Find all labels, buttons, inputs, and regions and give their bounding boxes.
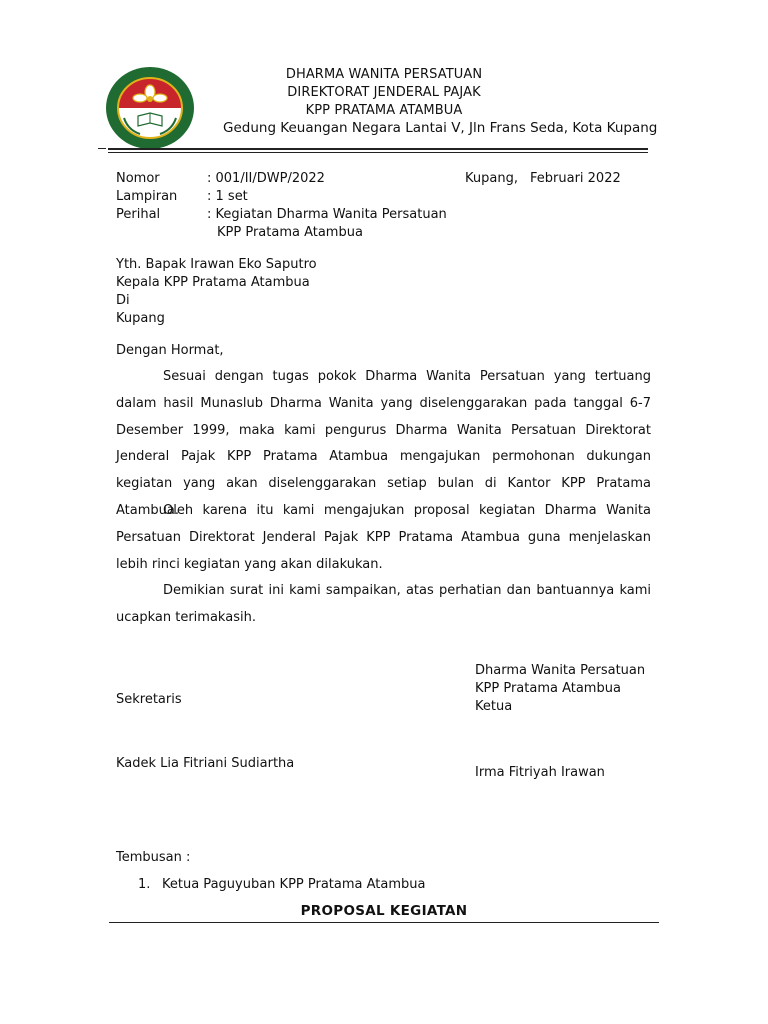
letterhead-org-line2: DIREKTORAT JENDERAL PAJAK — [287, 85, 481, 100]
body-paragraph-1-text: Sesuai dengan tugas pokok Dharma Wanita Persatuan yang tertuang dalam hasil Munaslub Dharma Wanita yang diselenggarakan pada tanggal 6-7 Desember 1999, maka kami pengurus Dharma Wanita Persatuan Direktorat Jenderal Pajak KPP Pratama Atambua mengajukan permohonan dukungan kegiatan yang akan diselenggarakan setiap bulan di Kantor KPP Pratama Atambua. — [116, 369, 651, 518]
recipient-line4: Kupang — [116, 311, 165, 326]
perihal-value-line1: : Kegiatan Dharma Wanita Persatuan — [207, 207, 447, 222]
letterhead-org-line3: KPP PRATAMA ATAMBUA — [305, 103, 463, 118]
perihal-value-line2: KPP Pratama Atambua — [217, 225, 363, 240]
nomor-label: Nomor — [116, 171, 160, 186]
footer-title: PROPOSAL KEGIATAN — [300, 903, 468, 919]
lampiran-value: : 1 set — [207, 189, 248, 204]
nomor-value: : 001/II/DWP/2022 — [207, 171, 325, 186]
signature-right-org-line2: KPP Pratama Atambua — [475, 681, 621, 696]
body-paragraph-3-text: Demikian surat ini kami sampaikan, atas perhatian dan bantuannya kami ucapkan terimakasih. — [116, 583, 651, 625]
signature-right-org-line1: Dharma Wanita Persatuan — [475, 663, 646, 678]
letterhead-org-line1: DHARMA WANITA PERSATUAN — [285, 67, 483, 82]
recipient-line3: Di — [116, 293, 130, 308]
lampiran-label: Lampiran — [116, 189, 178, 204]
letterhead-rule-thick — [108, 148, 648, 150]
body-paragraph-2-text: Oleh karena itu kami mengajukan proposal kegiatan Dharma Wanita Persatuan Direktorat Jenderal Pajak KPP Pratama Atambua guna menjelaskan lebih rinci kegiatan yang akan dilakukan. — [116, 503, 651, 572]
signature-right-role: Ketua — [475, 699, 513, 714]
greeting: Dengan Hormat, — [116, 343, 224, 358]
perihal-label: Perihal — [116, 207, 161, 222]
letterhead-rule-thin — [108, 152, 648, 153]
recipient-line1: Yth. Bapak Irawan Eko Saputro — [116, 257, 317, 272]
letterhead-address: Gedung Keuangan Negara Lantai V, Jln Frans Seda, Kota Kupang — [223, 120, 658, 136]
signature-left-name: Kadek Lia Fitriani Sudiartha — [116, 756, 295, 771]
body-paragraph-3 — [116, 578, 651, 632]
tembusan-item-number: 1. — [138, 877, 151, 892]
tembusan-label: Tembusan : — [116, 850, 191, 865]
tembusan-item-text: Ketua Paguyuban KPP Pratama Atambua — [162, 877, 426, 892]
letterhead-rule-mark — [98, 148, 106, 149]
signature-right-name: Irma Fitriyah Irawan — [475, 765, 605, 780]
footer-rule — [109, 922, 659, 923]
letter-date: Februari 2022 — [530, 171, 621, 186]
body-paragraph-2 — [116, 498, 651, 578]
letter-place: Kupang, — [465, 171, 518, 186]
recipient-line2: Kepala KPP Pratama Atambua — [116, 275, 310, 290]
signature-left-role: Sekretaris — [116, 692, 182, 707]
